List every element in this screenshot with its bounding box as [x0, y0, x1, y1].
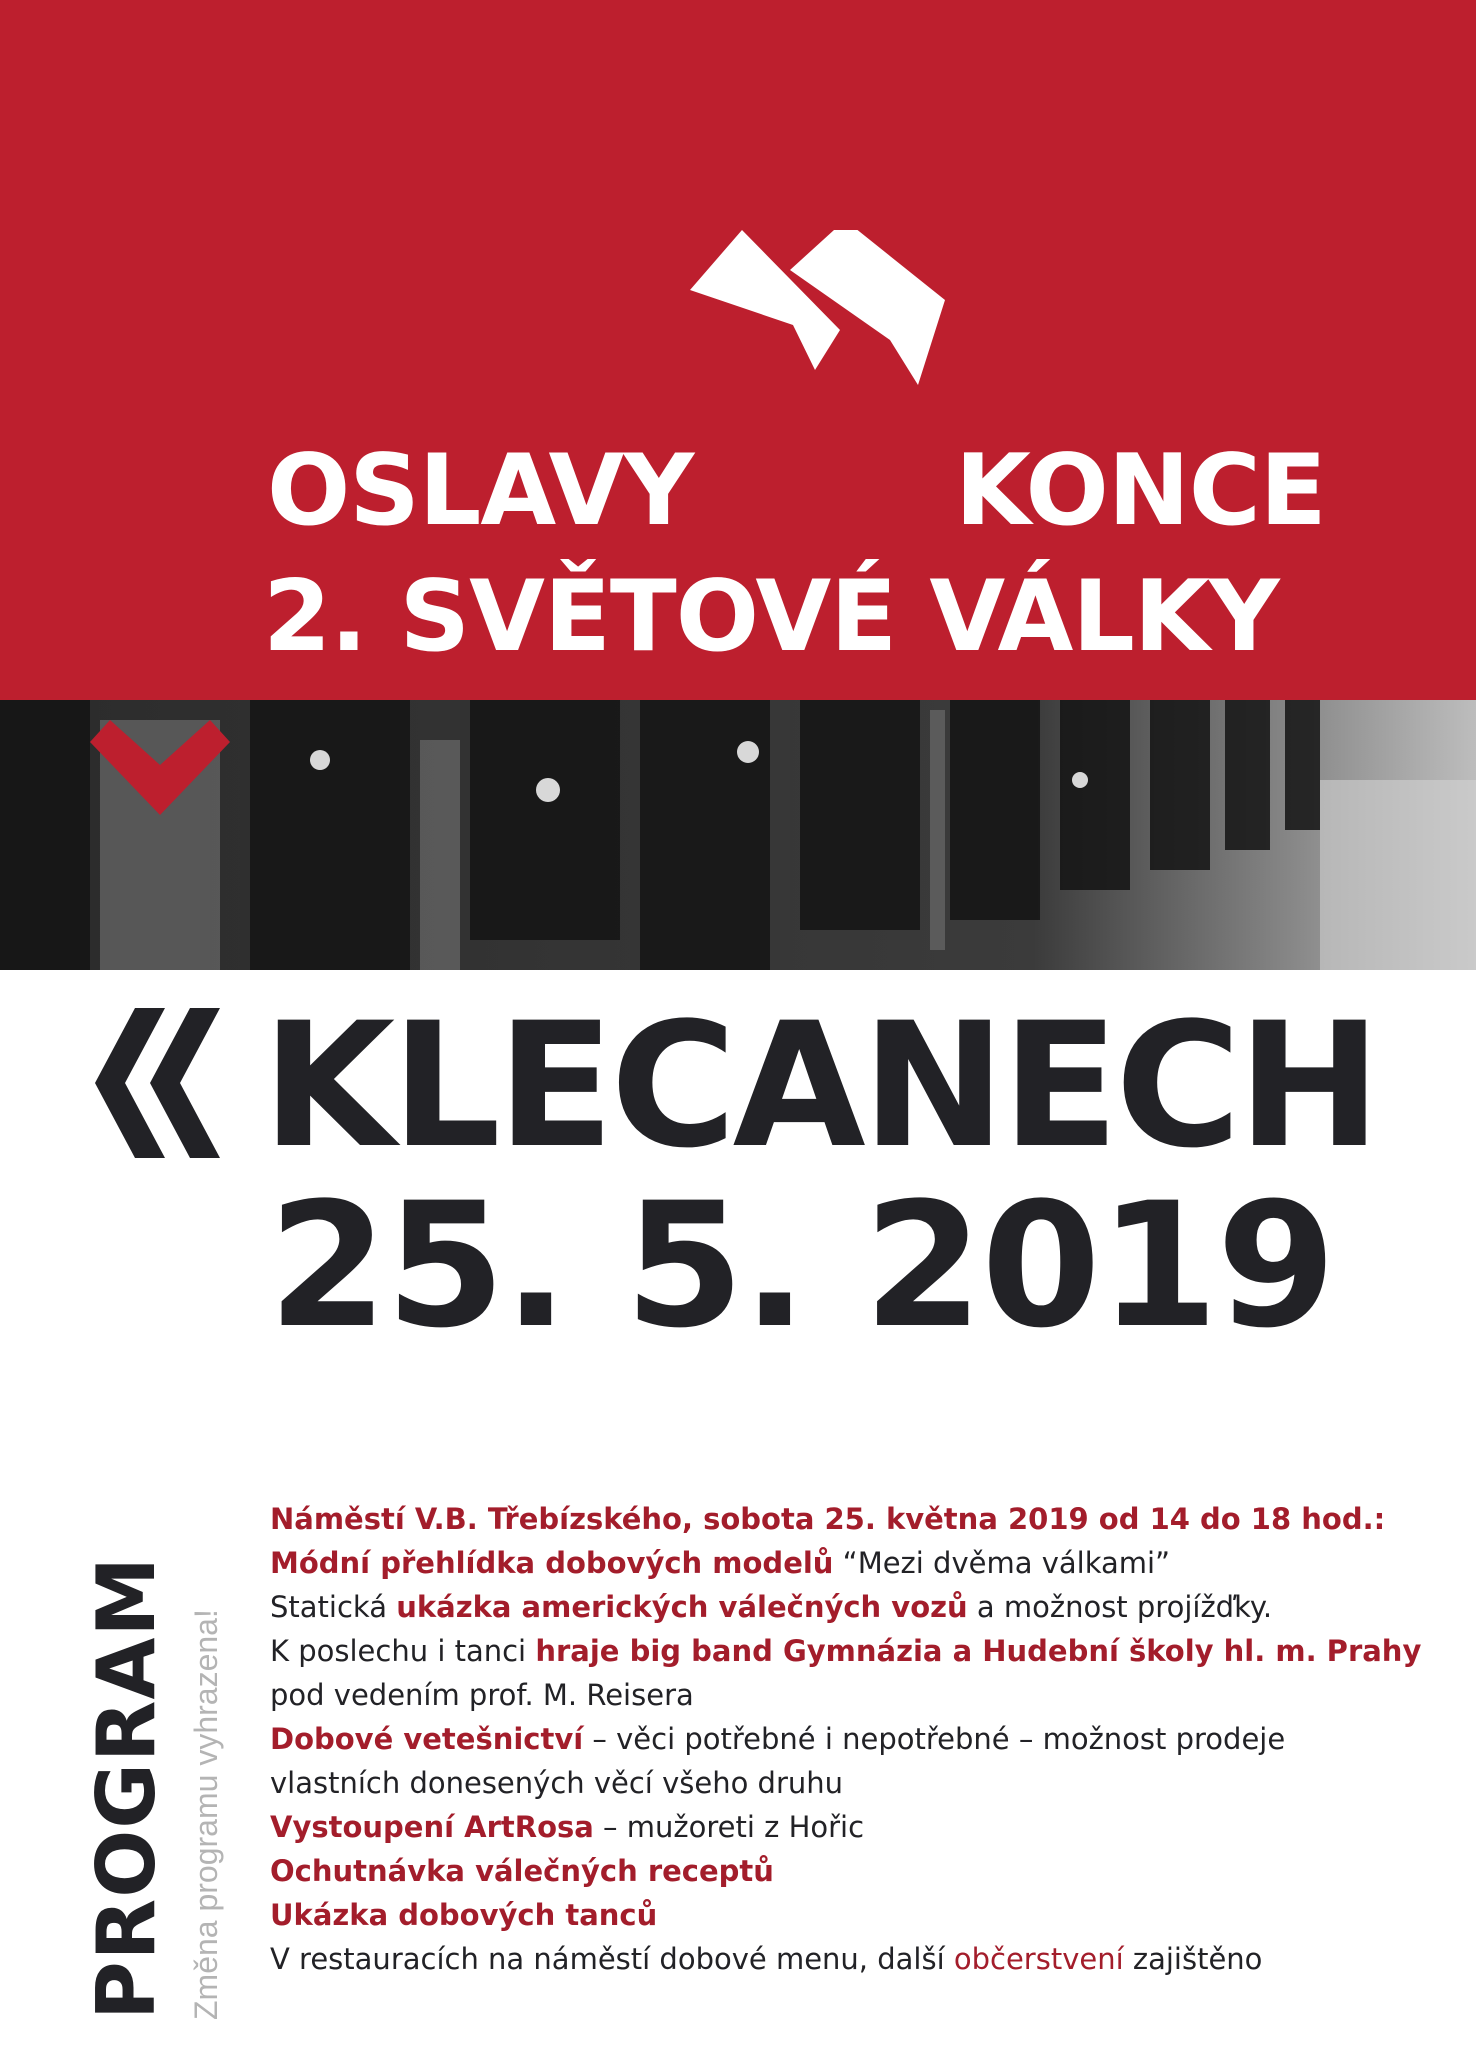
- program-highlight: občerstvení: [953, 1942, 1124, 1976]
- program-heading: PROGRAM: [80, 1555, 173, 2020]
- program-highlight: ukázka amerických válečných vozů: [396, 1590, 968, 1624]
- program-line: [270, 1893, 1460, 1937]
- program-line: [270, 1849, 1460, 1893]
- program-text: a možnost projížďky.: [967, 1590, 1273, 1624]
- program-highlight: Ochutnávka válečných receptů: [270, 1854, 774, 1888]
- program-line: [270, 1937, 1460, 1981]
- program-list: [270, 1497, 1460, 1981]
- title-oslavy: OSLAVY: [267, 434, 694, 548]
- program-highlight: Vystoupení ArtRosa: [270, 1810, 594, 1844]
- title-line2: 2. SVĚTOVÉ VÁLKY: [263, 560, 1279, 674]
- program-line: [270, 1673, 1460, 1717]
- program-text: Statická: [270, 1590, 397, 1624]
- program-text: vlastních donesených věcí všeho druhu: [270, 1766, 844, 1800]
- program-text: “Mezi dvěma válkami”: [833, 1546, 1171, 1580]
- program-line: [270, 1761, 1460, 1805]
- program-text: zajištěno: [1123, 1942, 1263, 1976]
- program-text: K poslechu i tanci: [270, 1634, 536, 1668]
- program-text: – mužoreti z Hořic: [593, 1810, 865, 1844]
- program-text: V restauracích na náměstí dobové menu, další: [270, 1942, 954, 1976]
- title-konce: KONCE: [955, 434, 1326, 548]
- program-line: [270, 1541, 1460, 1585]
- program-line: [270, 1805, 1460, 1849]
- program-highlight: hraje big band Gymnázia a Hudební školy hl. m. Prahy: [535, 1634, 1422, 1668]
- program-note: Změna programu vyhrazena!: [188, 1609, 224, 2020]
- program-highlight: Náměstí V.B. Třebízského, sobota 25. května 2019 od 14 do 18 hod.:: [270, 1502, 1386, 1536]
- marching-soldiers-photo: [0, 700, 1476, 970]
- event-date: 25. 5. 2019: [268, 1165, 1335, 1366]
- town-name: KLECANECH: [262, 985, 1378, 1186]
- program-highlight: Dobové vetešnictví: [270, 1722, 584, 1756]
- program-line: [270, 1717, 1460, 1761]
- program-text: pod vedením prof. M. Reisera: [270, 1678, 694, 1712]
- program-line: [270, 1497, 1460, 1541]
- program-line: [270, 1585, 1460, 1629]
- program-highlight: Módní přehlídka dobových modelů: [270, 1546, 834, 1580]
- double-chevron-logo-icon: [680, 230, 960, 520]
- red-chevron-down-icon: [90, 720, 230, 815]
- program-text: – věci potřebné i nepotřebné – možnost prodeje: [583, 1722, 1286, 1756]
- program-highlight: Ukázka dobových tanců: [270, 1898, 658, 1932]
- double-chevron-left-icon: [90, 1008, 225, 1158]
- program-line: [270, 1629, 1460, 1673]
